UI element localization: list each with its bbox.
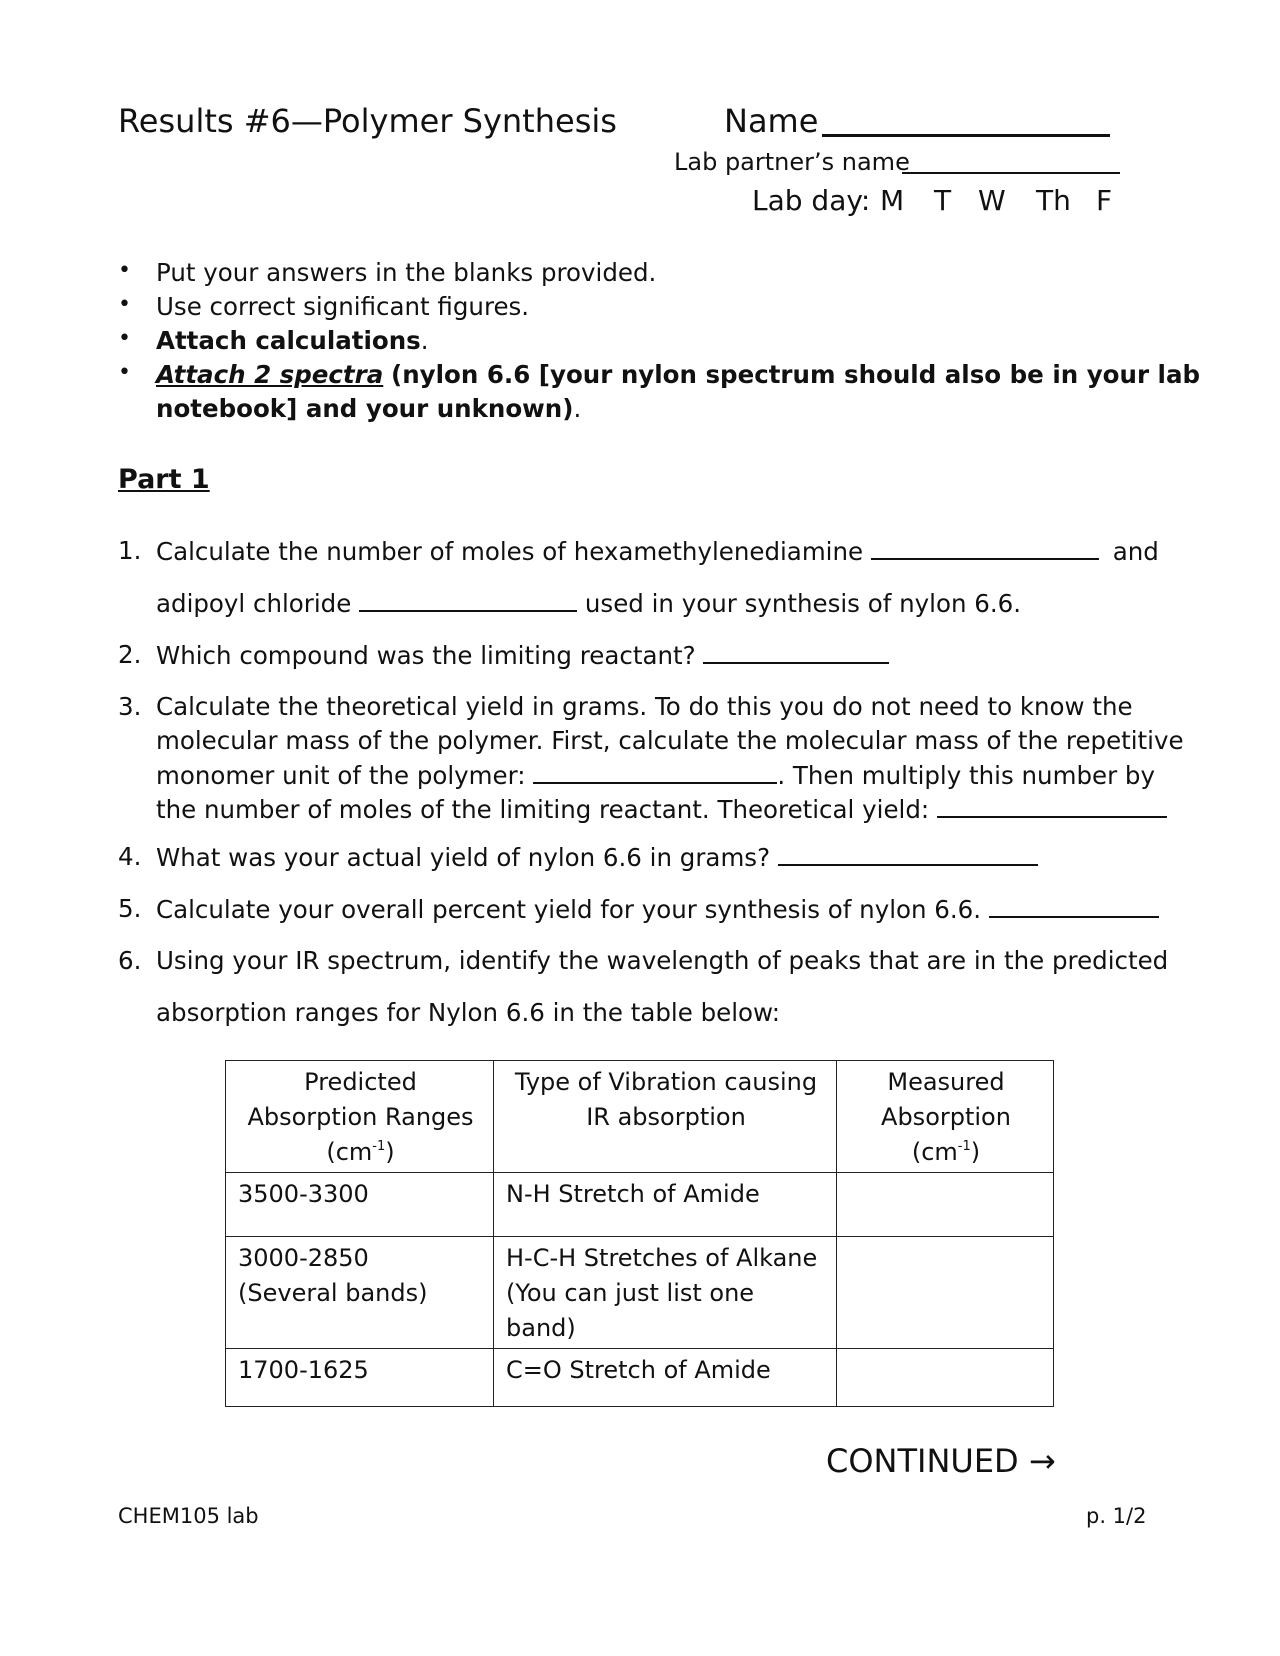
measured-cell[interactable] — [837, 1173, 1054, 1237]
q3-text-a: monomer unit of the polymer: — [156, 761, 526, 791]
q1-moles-hmda-blank[interactable] — [871, 536, 1099, 560]
header-measured-sup: -1 — [957, 1139, 971, 1154]
q2-limiting-blank[interactable] — [703, 640, 889, 664]
bullet-icon: • — [118, 292, 131, 317]
instruction-2: Use correct significant figures. — [156, 292, 530, 321]
lab-day-f[interactable]: F — [1096, 184, 1113, 217]
vibration-note: (You can just list one band) — [506, 1279, 755, 1342]
q2-number: 2. — [118, 640, 142, 669]
q1-text-c: adipoyl chloride — [156, 589, 352, 619]
q5-text: Calculate your overall percent yield for your synthesis of nylon 6.6. — [156, 895, 982, 925]
vibration-value: H-C-H Stretches of Alkane — [506, 1244, 818, 1272]
q5-line — [156, 894, 1159, 924]
table-header-row — [226, 1061, 1054, 1173]
q1-text-b: and — [1112, 537, 1159, 567]
instruction-3-text: Attach calculations — [156, 326, 421, 355]
lab-day-w[interactable]: W — [978, 184, 1006, 217]
q6-line-2: absorption ranges for Nylon 6.6 in the table below: — [156, 998, 780, 1027]
header-measured-l2: Absorption — [881, 1103, 1011, 1131]
q6-number: 6. — [118, 946, 142, 975]
header-measured-l1: Measured — [887, 1068, 1005, 1096]
q2-text: Which compound was the limiting reactant? — [156, 641, 696, 671]
q4-text: What was your actual yield of nylon 6.6 in grams? — [156, 843, 771, 873]
q3-monomer-mass-blank[interactable] — [533, 760, 777, 784]
q3-line-3 — [156, 760, 1155, 790]
footer-course: CHEM105 lab — [118, 1504, 259, 1528]
q2-line — [156, 640, 889, 670]
lab-day-label: Lab day: — [752, 184, 871, 217]
measured-cell[interactable] — [837, 1237, 1054, 1349]
range-cell — [226, 1173, 494, 1237]
header-predicted-unit: (cm — [326, 1138, 373, 1166]
q5-number: 5. — [118, 894, 142, 923]
q4-number: 4. — [118, 842, 142, 871]
header-predicted-sup: -1 — [372, 1139, 386, 1154]
q3-theoretical-yield-blank[interactable] — [937, 794, 1167, 818]
header-predicted-l2: Absorption Ranges — [247, 1103, 474, 1131]
lab-day-t[interactable]: T — [934, 184, 952, 217]
instruction-1: Put your answers in the blanks provided. — [156, 258, 657, 287]
q3-text-c: the number of moles of the limiting reactant. Theoretical yield: — [156, 795, 930, 825]
vibration-cell — [494, 1349, 837, 1407]
q6-line-1: Using your IR spectrum, identify the wavelength of peaks that are in the predicted — [156, 946, 1169, 975]
vibration-cell — [494, 1237, 837, 1349]
header-vibration-l1: Type of Vibration causing — [514, 1068, 818, 1096]
q5-percent-yield-blank[interactable] — [989, 894, 1159, 918]
lab-day-th[interactable]: Th — [1036, 184, 1071, 217]
header-vibration-l2: IR absorption — [586, 1103, 746, 1131]
vibration-cell — [494, 1173, 837, 1237]
name-blank[interactable] — [822, 134, 1110, 137]
instruction-4-text: (nylon 6.6 [your nylon spectrum should also be in your lab — [391, 360, 1201, 389]
q1-text-a: Calculate the number of moles of hexamethylenediamine — [156, 537, 864, 567]
lab-day-m[interactable]: M — [880, 184, 905, 217]
vibration-value: N-H Stretch of Amide — [506, 1180, 760, 1208]
range-cell — [226, 1349, 494, 1407]
partner-label: Lab partner’s name — [674, 148, 910, 176]
bullet-icon: • — [118, 326, 131, 351]
instruction-4-cont-text: notebook] and your unknown) — [156, 394, 574, 423]
ir-table — [225, 1060, 1054, 1407]
part-heading: Part 1 — [118, 464, 210, 495]
instruction-3: Attach calculations. — [156, 326, 429, 355]
vibration-value: C=O Stretch of Amide — [506, 1356, 771, 1384]
q1-moles-adipoyl-blank[interactable] — [359, 588, 577, 612]
table-row — [226, 1173, 1054, 1237]
q1-number: 1. — [118, 536, 142, 565]
table-row — [226, 1349, 1054, 1407]
q4-line — [156, 842, 1038, 872]
q1-line-1 — [156, 536, 1159, 566]
header-measured-tail: ) — [970, 1138, 981, 1166]
q4-actual-yield-blank[interactable] — [778, 842, 1038, 866]
header-predicted-tail: ) — [385, 1138, 395, 1166]
q3-line-4 — [156, 794, 1167, 824]
q3-text-b: . Then multiply this number by — [777, 761, 1155, 791]
page-title: Results #6—Polymer Synthesis — [118, 102, 617, 140]
partner-blank[interactable] — [902, 172, 1120, 174]
range-value: 1700-1625 — [238, 1356, 369, 1384]
q1-text-d: used in your synthesis of nylon 6.6. — [584, 589, 1022, 619]
range-value: 3000-2850 — [238, 1244, 369, 1272]
table-row — [226, 1237, 1054, 1349]
q3-number: 3. — [118, 692, 142, 721]
instruction-4-emphasis: Attach 2 spectra — [156, 360, 384, 389]
continued-label: CONTINUED → — [826, 1442, 1056, 1480]
q1-line-2 — [156, 588, 1021, 618]
q3-line-2: molecular mass of the polymer. First, calculate the molecular mass of the repetitive — [156, 726, 1184, 755]
header-vibration — [494, 1061, 837, 1173]
bullet-icon: • — [118, 258, 131, 283]
bullet-icon: • — [118, 360, 131, 385]
q3-line-1: Calculate the theoretical yield in grams. To do this you do not need to know the — [156, 692, 1133, 721]
range-note: (Several bands) — [238, 1279, 428, 1307]
measured-cell[interactable] — [837, 1349, 1054, 1407]
name-label: Name — [724, 102, 819, 140]
footer-page-number: p. 1/2 — [1086, 1504, 1147, 1528]
instruction-4 — [156, 360, 1200, 389]
header-predicted-l1: Predicted — [304, 1068, 417, 1096]
header-measured-unit: (cm — [911, 1138, 958, 1166]
header-predicted — [226, 1061, 494, 1173]
instruction-4-cont: notebook] and your unknown). — [156, 394, 582, 423]
range-value: 3500-3300 — [238, 1180, 369, 1208]
range-cell — [226, 1237, 494, 1349]
header-measured — [837, 1061, 1054, 1173]
